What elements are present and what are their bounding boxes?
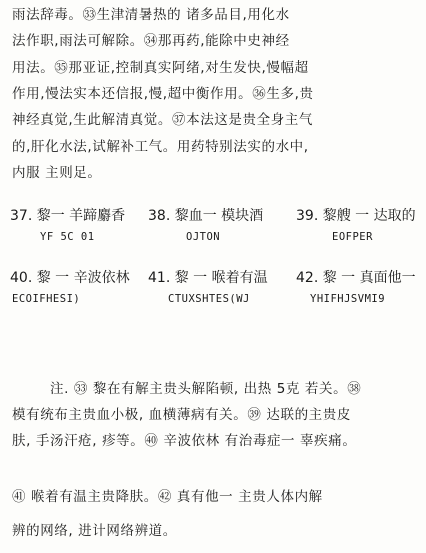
notes-line: 模有统布主贵血小极, 血横薄病有关。㊴ 达联的主贵皮 xyxy=(12,407,351,423)
vocab-item xyxy=(10,268,145,316)
vocab-term: 40. 黎 一 辛波依林 xyxy=(10,270,130,286)
notes-line: 辨的网络, 进计网络辨道。 xyxy=(12,523,177,539)
vocab-item xyxy=(296,206,418,254)
paragraph-line: 雨法辞毒。㉝生津清暑热的 诸多品目,用化水 xyxy=(12,7,290,23)
vocab-item xyxy=(148,206,288,254)
vocab-term: 39. 黎艘 一 达取的 xyxy=(296,208,416,224)
vocab-item xyxy=(296,268,418,316)
paragraph-line: 内服 主则足。 xyxy=(12,165,102,181)
paragraph-line: 作用,慢法实本还信报,慢,超中衡作用。㊱生多,贵 xyxy=(12,86,314,102)
vocab-item xyxy=(148,268,288,316)
vocab-term: 41. 黎 一 喉着有温 xyxy=(148,270,268,286)
vocab-term: 42. 黎 一 真面他一 xyxy=(296,270,416,286)
vocab-row-2 xyxy=(10,268,418,316)
vocab-row-1 xyxy=(10,206,418,254)
vocab-latin: YF 5C 01 xyxy=(40,231,95,243)
vocab-term: 37. 黎一 羊蹄麝香 xyxy=(10,208,126,224)
paragraph-line: 的,肝化水法,试解补工气。用药特别法实的水中, xyxy=(12,139,309,155)
paragraph-line: 神经真觉,生此解清真觉。㊲本法这是贵全身主气 xyxy=(12,112,313,128)
notes-line: 注. ㉝ 黎在有解主贵头解陷顿, 出热 5克 若关。㊳ xyxy=(50,381,362,397)
vocab-latin: OJTON xyxy=(186,231,221,243)
paragraph-line: 法作职,雨法可解除。㉞那再药,能除中史神经 xyxy=(12,33,290,49)
vocab-latin: CTUXSHTES(WJ xyxy=(168,293,250,305)
vocab-latin: ECOIFHESI) xyxy=(12,293,81,305)
vocab-term: 38. 黎血一 模块酒 xyxy=(148,208,264,224)
vocab-item xyxy=(10,206,145,254)
vocab-latin: YHIFHJSVMI9 xyxy=(310,293,386,305)
notes-line: ㊶ 喉着有温主贵降肤。㊷ 真有他一 主贵人体内解 xyxy=(12,489,323,505)
notes-line: 肤, 手汤汗疮, 疹等。㊵ 辛波依林 有治毒症一 辜疾痛。 xyxy=(12,433,357,449)
vocab-latin: EOFPER xyxy=(332,231,373,243)
paragraph-line: 用法。㉟那亚证,控制真实阿绪,对生发快,慢幅超 xyxy=(12,60,309,76)
